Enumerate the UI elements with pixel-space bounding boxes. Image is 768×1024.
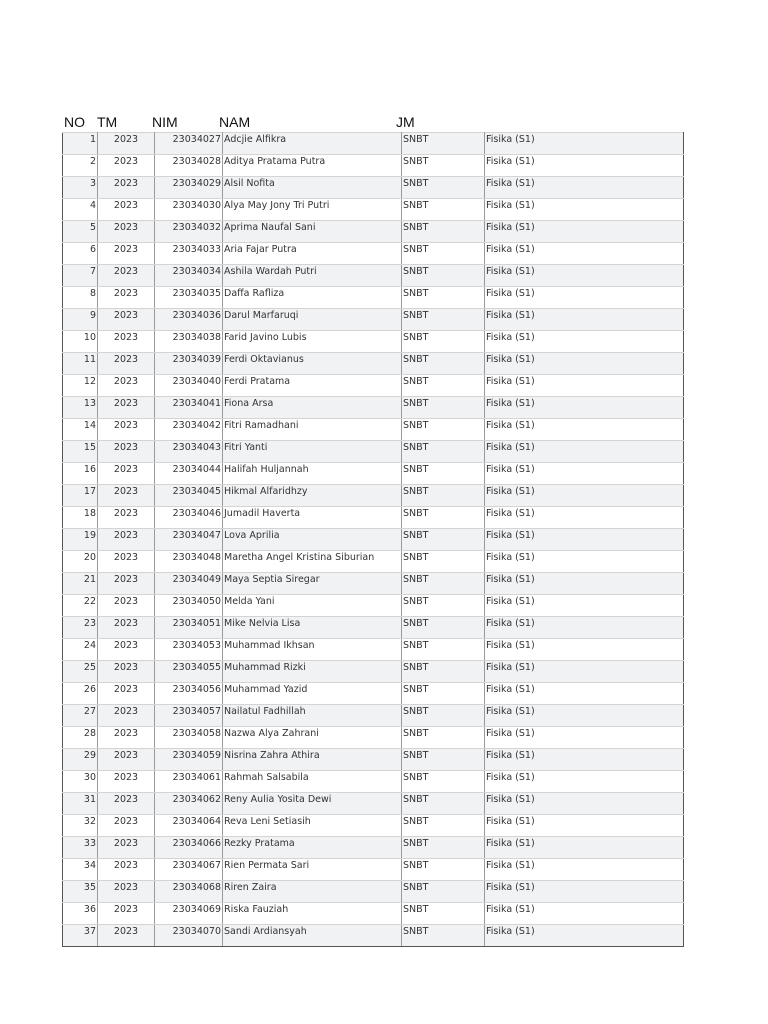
cell-jm[interactable]: SNBT: [402, 617, 485, 639]
cell-nam[interactable]: Nailatul Fadhillah: [223, 705, 402, 727]
table-row: [63, 243, 684, 265]
cell-jm[interactable]: SNBT: [402, 859, 485, 881]
cell-tm[interactable]: 2023: [98, 925, 155, 947]
cell-tm[interactable]: 2023: [98, 727, 155, 749]
cell-no[interactable]: 14: [63, 419, 98, 441]
cell-no[interactable]: 20: [63, 551, 98, 573]
cell-tm[interactable]: 2023: [98, 419, 155, 441]
cell-prodi[interactable]: Fisika (S1): [485, 859, 684, 881]
cell-nam[interactable]: Farid Javino Lubis: [223, 331, 402, 353]
cell-prodi[interactable]: Fisika (S1): [485, 265, 684, 287]
cell-jm[interactable]: SNBT: [402, 551, 485, 573]
cell-prodi[interactable]: Fisika (S1): [485, 925, 684, 947]
table-row: [63, 837, 684, 859]
table-row: [63, 419, 684, 441]
cell-prodi[interactable]: Fisika (S1): [485, 683, 684, 705]
cell-nim[interactable]: 23034040: [155, 375, 223, 397]
cell-no[interactable]: 11: [63, 353, 98, 375]
cell-no[interactable]: 32: [63, 815, 98, 837]
cell-jm[interactable]: SNBT: [402, 397, 485, 419]
cell-prodi[interactable]: Fisika (S1): [485, 881, 684, 903]
student-table: [62, 132, 684, 947]
cell-no[interactable]: 2: [63, 155, 98, 177]
table-row: [63, 353, 684, 375]
cell-nam[interactable]: Aprima Naufal Sani: [223, 221, 402, 243]
cell-nim[interactable]: 23034062: [155, 793, 223, 815]
cell-tm[interactable]: 2023: [98, 617, 155, 639]
cell-nim[interactable]: 23034068: [155, 881, 223, 903]
table-row: [63, 683, 684, 705]
cell-tm[interactable]: 2023: [98, 705, 155, 727]
table-row: [63, 771, 684, 793]
cell-nam[interactable]: Nazwa Alya Zahrani: [223, 727, 402, 749]
cell-nim[interactable]: 23034047: [155, 529, 223, 551]
cell-no[interactable]: 31: [63, 793, 98, 815]
cell-nim[interactable]: 23034046: [155, 507, 223, 529]
cell-jm[interactable]: SNBT: [402, 463, 485, 485]
cell-no[interactable]: 34: [63, 859, 98, 881]
cell-no[interactable]: 10: [63, 331, 98, 353]
table-row: [63, 727, 684, 749]
table-row: [63, 507, 684, 529]
table-row: [63, 221, 684, 243]
cell-tm[interactable]: 2023: [98, 793, 155, 815]
cell-nam[interactable]: Reva Leni Setiasih: [223, 815, 402, 837]
cell-tm[interactable]: 2023: [98, 507, 155, 529]
cell-tm[interactable]: 2023: [98, 221, 155, 243]
cell-nim[interactable]: 23034061: [155, 771, 223, 793]
cell-nim[interactable]: 23034028: [155, 155, 223, 177]
cell-no[interactable]: 3: [63, 177, 98, 199]
cell-no[interactable]: 16: [63, 463, 98, 485]
student-list-sheet: [62, 112, 684, 947]
cell-prodi[interactable]: Fisika (S1): [485, 177, 684, 199]
cell-jm[interactable]: SNBT: [402, 155, 485, 177]
student-table-body: [63, 133, 684, 947]
cell-tm[interactable]: 2023: [98, 155, 155, 177]
cell-nam[interactable]: Maretha Angel Kristina Siburian: [223, 551, 402, 573]
table-row: [63, 133, 684, 155]
cell-nam[interactable]: Fiona Arsa: [223, 397, 402, 419]
cell-tm[interactable]: 2023: [98, 573, 155, 595]
table-row: [63, 551, 684, 573]
table-row: [63, 441, 684, 463]
cell-nam[interactable]: Melda Yani: [223, 595, 402, 617]
cell-nim[interactable]: 23034048: [155, 551, 223, 573]
cell-tm[interactable]: 2023: [98, 749, 155, 771]
column-header-row: [62, 112, 684, 132]
cell-prodi[interactable]: Fisika (S1): [485, 771, 684, 793]
cell-no[interactable]: 7: [63, 265, 98, 287]
cell-no[interactable]: 8: [63, 287, 98, 309]
cell-nim[interactable]: 23034053: [155, 639, 223, 661]
cell-no[interactable]: 36: [63, 903, 98, 925]
cell-tm[interactable]: 2023: [98, 177, 155, 199]
cell-tm[interactable]: 2023: [98, 837, 155, 859]
cell-tm[interactable]: 2023: [98, 639, 155, 661]
cell-nim[interactable]: 23034029: [155, 177, 223, 199]
cell-prodi[interactable]: Fisika (S1): [485, 463, 684, 485]
cell-jm[interactable]: SNBT: [402, 265, 485, 287]
cell-nim[interactable]: 23034035: [155, 287, 223, 309]
cell-no[interactable]: 27: [63, 705, 98, 727]
cell-no[interactable]: 30: [63, 771, 98, 793]
cell-nam[interactable]: Muhammad Ikhsan: [223, 639, 402, 661]
cell-nim[interactable]: 23034042: [155, 419, 223, 441]
cell-tm[interactable]: 2023: [98, 309, 155, 331]
cell-tm[interactable]: 2023: [98, 551, 155, 573]
cell-nam[interactable]: Ferdi Oktavianus: [223, 353, 402, 375]
cell-no[interactable]: 25: [63, 661, 98, 683]
cell-nam[interactable]: Rezky Pratama: [223, 837, 402, 859]
table-row: [63, 815, 684, 837]
cell-tm[interactable]: 2023: [98, 903, 155, 925]
header-tm: TM: [97, 114, 118, 130]
cell-nim[interactable]: 23034043: [155, 441, 223, 463]
cell-jm[interactable]: SNBT: [402, 573, 485, 595]
cell-no[interactable]: 19: [63, 529, 98, 551]
cell-nim[interactable]: 23034036: [155, 309, 223, 331]
table-row: [63, 397, 684, 419]
cell-prodi[interactable]: Fisika (S1): [485, 661, 684, 683]
cell-nam[interactable]: Hikmal Alfaridhzy: [223, 485, 402, 507]
cell-nam[interactable]: Halifah Huljannah: [223, 463, 402, 485]
cell-jm[interactable]: SNBT: [402, 661, 485, 683]
table-row: [63, 309, 684, 331]
cell-no[interactable]: 29: [63, 749, 98, 771]
table-row: [63, 793, 684, 815]
cell-nim[interactable]: 23034059: [155, 749, 223, 771]
cell-nam[interactable]: Alsil Nofita: [223, 177, 402, 199]
cell-nim[interactable]: 23034069: [155, 903, 223, 925]
cell-prodi[interactable]: Fisika (S1): [485, 155, 684, 177]
cell-nim[interactable]: 23034057: [155, 705, 223, 727]
cell-jm[interactable]: SNBT: [402, 485, 485, 507]
cell-nim[interactable]: 23034038: [155, 331, 223, 353]
cell-no[interactable]: 6: [63, 243, 98, 265]
cell-jm[interactable]: SNBT: [402, 639, 485, 661]
cell-jm[interactable]: SNBT: [402, 419, 485, 441]
cell-nim[interactable]: 23034070: [155, 925, 223, 947]
table-row: [63, 265, 684, 287]
cell-nam[interactable]: Fitri Ramadhani: [223, 419, 402, 441]
cell-nam[interactable]: Lova Aprilia: [223, 529, 402, 551]
cell-prodi[interactable]: Fisika (S1): [485, 309, 684, 331]
cell-prodi[interactable]: Fisika (S1): [485, 331, 684, 353]
cell-nam[interactable]: Aditya Pratama Putra: [223, 155, 402, 177]
cell-nam[interactable]: Riren Zaira: [223, 881, 402, 903]
table-row: [63, 375, 684, 397]
table-row: [63, 705, 684, 727]
table-row: [63, 639, 684, 661]
cell-jm[interactable]: SNBT: [402, 353, 485, 375]
header-no: NO: [64, 114, 85, 130]
cell-no[interactable]: 26: [63, 683, 98, 705]
cell-tm[interactable]: 2023: [98, 463, 155, 485]
cell-jm[interactable]: SNBT: [402, 243, 485, 265]
cell-jm[interactable]: SNBT: [402, 287, 485, 309]
cell-nam[interactable]: Darul Marfaruqi: [223, 309, 402, 331]
cell-prodi[interactable]: Fisika (S1): [485, 397, 684, 419]
cell-nam[interactable]: Sandi Ardiansyah: [223, 925, 402, 947]
cell-jm[interactable]: SNBT: [402, 199, 485, 221]
table-row: [63, 287, 684, 309]
cell-nim[interactable]: 23034045: [155, 485, 223, 507]
cell-tm[interactable]: 2023: [98, 133, 155, 155]
cell-prodi[interactable]: Fisika (S1): [485, 243, 684, 265]
table-row: [63, 177, 684, 199]
cell-jm[interactable]: SNBT: [402, 177, 485, 199]
cell-prodi[interactable]: Fisika (S1): [485, 837, 684, 859]
cell-nim[interactable]: 23034034: [155, 265, 223, 287]
cell-prodi[interactable]: Fisika (S1): [485, 507, 684, 529]
table-row: [63, 903, 684, 925]
cell-nam[interactable]: Mike Nelvia Lisa: [223, 617, 402, 639]
table-row: [63, 749, 684, 771]
cell-tm[interactable]: 2023: [98, 859, 155, 881]
cell-tm[interactable]: 2023: [98, 661, 155, 683]
table-row: [63, 595, 684, 617]
cell-no[interactable]: 15: [63, 441, 98, 463]
cell-prodi[interactable]: Fisika (S1): [485, 133, 684, 155]
cell-nam[interactable]: Ashila Wardah Putri: [223, 265, 402, 287]
cell-jm[interactable]: SNBT: [402, 441, 485, 463]
cell-jm[interactable]: SNBT: [402, 727, 485, 749]
cell-nam[interactable]: Daffa Rafliza: [223, 287, 402, 309]
cell-prodi[interactable]: Fisika (S1): [485, 903, 684, 925]
cell-tm[interactable]: 2023: [98, 243, 155, 265]
cell-no[interactable]: 18: [63, 507, 98, 529]
cell-nam[interactable]: Rahmah Salsabila: [223, 771, 402, 793]
cell-jm[interactable]: SNBT: [402, 133, 485, 155]
table-row: [63, 485, 684, 507]
cell-tm[interactable]: 2023: [98, 595, 155, 617]
table-row: [63, 859, 684, 881]
cell-nim[interactable]: 23034049: [155, 573, 223, 595]
cell-prodi[interactable]: Fisika (S1): [485, 639, 684, 661]
table-row: [63, 925, 684, 947]
cell-nam[interactable]: Muhammad Yazid: [223, 683, 402, 705]
cell-tm[interactable]: 2023: [98, 683, 155, 705]
cell-prodi[interactable]: Fisika (S1): [485, 441, 684, 463]
cell-prodi[interactable]: Fisika (S1): [485, 727, 684, 749]
cell-no[interactable]: 35: [63, 881, 98, 903]
cell-prodi[interactable]: Fisika (S1): [485, 793, 684, 815]
cell-prodi[interactable]: Fisika (S1): [485, 705, 684, 727]
table-row: [63, 331, 684, 353]
cell-tm[interactable]: 2023: [98, 485, 155, 507]
table-row: [63, 661, 684, 683]
cell-nim[interactable]: 23034056: [155, 683, 223, 705]
cell-jm[interactable]: SNBT: [402, 837, 485, 859]
cell-no[interactable]: 37: [63, 925, 98, 947]
cell-nim[interactable]: 23034033: [155, 243, 223, 265]
cell-tm[interactable]: 2023: [98, 771, 155, 793]
cell-nam[interactable]: Muhammad Rizki: [223, 661, 402, 683]
cell-jm[interactable]: SNBT: [402, 903, 485, 925]
cell-nim[interactable]: 23034066: [155, 837, 223, 859]
table-row: [63, 881, 684, 903]
cell-nim[interactable]: 23034055: [155, 661, 223, 683]
cell-nim[interactable]: 23034067: [155, 859, 223, 881]
cell-jm[interactable]: SNBT: [402, 705, 485, 727]
cell-jm[interactable]: SNBT: [402, 749, 485, 771]
cell-jm[interactable]: SNBT: [402, 309, 485, 331]
cell-prodi[interactable]: Fisika (S1): [485, 199, 684, 221]
header-jm: JM: [396, 114, 415, 130]
table-row: [63, 573, 684, 595]
cell-nam[interactable]: Riska Fauziah: [223, 903, 402, 925]
cell-nam[interactable]: Fitri Yanti: [223, 441, 402, 463]
cell-no[interactable]: 22: [63, 595, 98, 617]
cell-prodi[interactable]: Fisika (S1): [485, 529, 684, 551]
cell-nim[interactable]: 23034051: [155, 617, 223, 639]
cell-prodi[interactable]: Fisika (S1): [485, 815, 684, 837]
cell-tm[interactable]: 2023: [98, 353, 155, 375]
cell-prodi[interactable]: Fisika (S1): [485, 485, 684, 507]
cell-no[interactable]: 33: [63, 837, 98, 859]
cell-no[interactable]: 17: [63, 485, 98, 507]
cell-no[interactable]: 1: [63, 133, 98, 155]
cell-nam[interactable]: Nisrina Zahra Athira: [223, 749, 402, 771]
cell-nim[interactable]: 23034030: [155, 199, 223, 221]
cell-no[interactable]: 9: [63, 309, 98, 331]
cell-nam[interactable]: Ferdi Pratama: [223, 375, 402, 397]
cell-jm[interactable]: SNBT: [402, 925, 485, 947]
cell-nam[interactable]: Maya Septia Siregar: [223, 573, 402, 595]
cell-nam[interactable]: Reny Aulia Yosita Dewi: [223, 793, 402, 815]
cell-nim[interactable]: 23034039: [155, 353, 223, 375]
cell-nim[interactable]: 23034064: [155, 815, 223, 837]
table-row: [63, 529, 684, 551]
cell-prodi[interactable]: Fisika (S1): [485, 551, 684, 573]
header-nam: NAM: [219, 114, 251, 130]
cell-tm[interactable]: 2023: [98, 881, 155, 903]
cell-nim[interactable]: 23034041: [155, 397, 223, 419]
cell-jm[interactable]: SNBT: [402, 793, 485, 815]
table-row: [63, 617, 684, 639]
cell-no[interactable]: 13: [63, 397, 98, 419]
cell-jm[interactable]: SNBT: [402, 771, 485, 793]
cell-tm[interactable]: 2023: [98, 331, 155, 353]
cell-nim[interactable]: 23034027: [155, 133, 223, 155]
cell-prodi[interactable]: Fisika (S1): [485, 375, 684, 397]
cell-no[interactable]: 23: [63, 617, 98, 639]
table-row: [63, 155, 684, 177]
cell-tm[interactable]: 2023: [98, 375, 155, 397]
cell-no[interactable]: 24: [63, 639, 98, 661]
cell-jm[interactable]: SNBT: [402, 375, 485, 397]
cell-prodi[interactable]: Fisika (S1): [485, 595, 684, 617]
cell-jm[interactable]: SNBT: [402, 331, 485, 353]
cell-tm[interactable]: 2023: [98, 815, 155, 837]
cell-prodi[interactable]: Fisika (S1): [485, 419, 684, 441]
cell-no[interactable]: 4: [63, 199, 98, 221]
cell-jm[interactable]: SNBT: [402, 529, 485, 551]
cell-tm[interactable]: 2023: [98, 287, 155, 309]
cell-jm[interactable]: SNBT: [402, 507, 485, 529]
cell-prodi[interactable]: Fisika (S1): [485, 617, 684, 639]
cell-nim[interactable]: 23034044: [155, 463, 223, 485]
table-row: [63, 199, 684, 221]
cell-prodi[interactable]: Fisika (S1): [485, 353, 684, 375]
cell-no[interactable]: 12: [63, 375, 98, 397]
cell-nam[interactable]: Adcjie Alfikra: [223, 133, 402, 155]
cell-prodi[interactable]: Fisika (S1): [485, 573, 684, 595]
cell-jm[interactable]: SNBT: [402, 683, 485, 705]
cell-nam[interactable]: Aria Fajar Putra: [223, 243, 402, 265]
header-nim: NIM: [152, 114, 178, 130]
cell-tm[interactable]: 2023: [98, 265, 155, 287]
cell-nim[interactable]: 23034050: [155, 595, 223, 617]
cell-nam[interactable]: Rien Permata Sari: [223, 859, 402, 881]
cell-no[interactable]: 5: [63, 221, 98, 243]
cell-nam[interactable]: Alya May Jony Tri Putri: [223, 199, 402, 221]
cell-no[interactable]: 21: [63, 573, 98, 595]
cell-jm[interactable]: SNBT: [402, 221, 485, 243]
cell-jm[interactable]: SNBT: [402, 595, 485, 617]
table-row: [63, 463, 684, 485]
cell-nim[interactable]: 23034058: [155, 727, 223, 749]
cell-jm[interactable]: SNBT: [402, 881, 485, 903]
cell-tm[interactable]: 2023: [98, 199, 155, 221]
cell-prodi[interactable]: Fisika (S1): [485, 287, 684, 309]
cell-prodi[interactable]: Fisika (S1): [485, 749, 684, 771]
cell-tm[interactable]: 2023: [98, 529, 155, 551]
cell-nim[interactable]: 23034032: [155, 221, 223, 243]
cell-prodi[interactable]: Fisika (S1): [485, 221, 684, 243]
cell-tm[interactable]: 2023: [98, 441, 155, 463]
cell-tm[interactable]: 2023: [98, 397, 155, 419]
cell-jm[interactable]: SNBT: [402, 815, 485, 837]
cell-nam[interactable]: Jumadil Haverta: [223, 507, 402, 529]
cell-no[interactable]: 28: [63, 727, 98, 749]
